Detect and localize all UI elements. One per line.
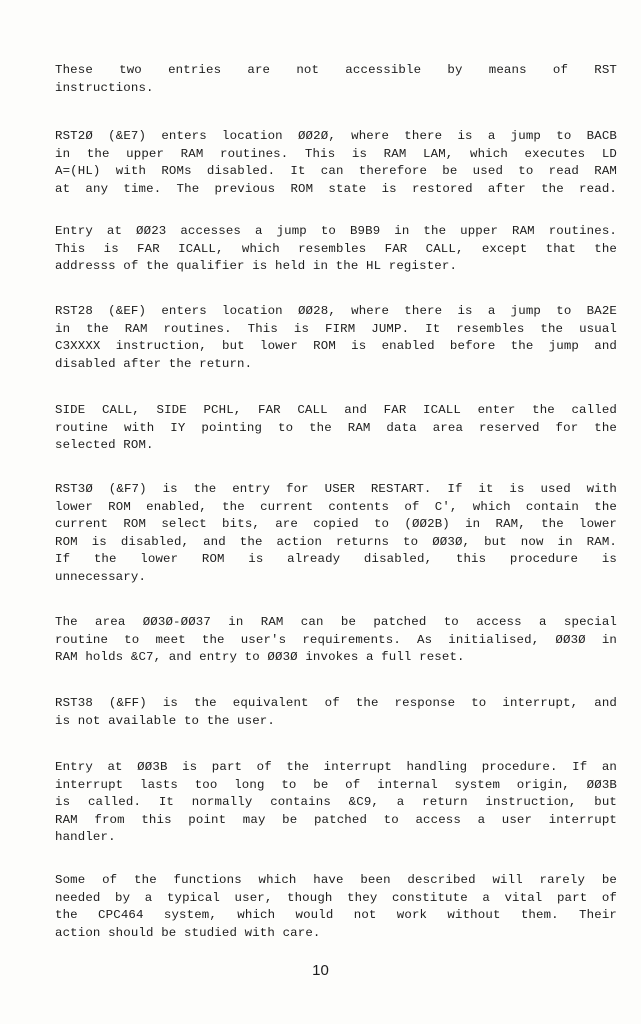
text-line: disabled after the return. [55,356,253,371]
text-line: routine to meet the user's requirements. As initialised, ØØ3Ø in [55,632,617,647]
text-line: at any time. The previous ROM state is restored after the read. [55,181,617,196]
text-line: RAM from this point may be patched to access a user interrupt [55,812,617,827]
text-line: If the lower ROM is already disabled, this procedure is [55,552,617,567]
paragraph-rst20 [55,128,617,198]
text-line: RST2Ø (&E7) enters location ØØ2Ø, where there is a jump to BACB [55,129,617,143]
text-line: Entry at ØØ3B is part of the interrupt handling procedure. If an [55,760,617,774]
text-line: selected ROM. [55,438,154,453]
text-line: ROM is disabled, and the action returns to ØØ3Ø, but now in RAM. [55,534,617,549]
text-line: action should be studied with care. [55,925,321,940]
text-line: RAM holds &C7, and entry to ØØ3Ø invokes a full reset. [55,650,465,665]
text-line: These two entries are not accessible by means of RST [55,63,617,77]
text-line: in the RAM routines. This is FIRM JUMP. It resembles the usual [55,321,617,336]
text-line: unnecessary. [55,569,147,584]
paragraph-rst30 [55,481,617,587]
text-line: is called. It normally contains &C9, a return instruction, but [55,795,617,810]
text-line: lower ROM enabled, the current contents of C', which contain the [55,499,617,514]
text-line: This is FAR ICALL, which resembles FAR CALL, except that the [55,241,617,256]
paragraph-rst28 [55,303,617,373]
text-line: the CPC464 system, which would not work without them. Their [55,908,617,923]
paragraph-rst38 [55,695,617,730]
text-line: is not available to the user. [55,713,275,728]
paragraph-area-0030 [55,614,617,667]
paragraph-entry-0023 [55,223,617,276]
text-line: The area ØØ3Ø-ØØ37 in RAM can be patched to access a special [55,615,617,629]
text-line: interrupt lasts too long to be of internal system origin, ØØ3B [55,777,617,792]
paragraph-entry-003b [55,759,617,847]
text-line: in the upper RAM routines. This is RAM LAM, which executes LD [55,146,617,161]
text-line: A=(HL) with ROMs disabled. It can therefore be used to read RAM [55,164,617,179]
text-line: addresss of the qualifier is held in the HL register. [55,259,458,274]
paragraph-rst-intro [55,62,617,97]
text-line: Entry at ØØ23 accesses a jump to B9B9 in the upper RAM routines. [55,224,617,238]
text-line: SIDE CALL, SIDE PCHL, FAR CALL and FAR ICALL enter the called [55,403,617,417]
text-line: needed by a typical user, though they constitute a vital part of [55,890,617,905]
paragraph-side-call [55,402,617,455]
text-line: Some of the functions which have been described will rarely be [55,873,617,887]
text-line: RST28 (&EF) enters location ØØ28, where there is a jump to BA2E [55,304,617,318]
paragraph-summary [55,872,617,942]
text-line: RST3Ø (&F7) is the entry for USER RESTART. If it is used with [55,482,617,496]
text-line: routine with IY pointing to the RAM data area reserved for the [55,420,617,435]
text-line: RST38 (&FF) is the equivalent of the response to interrupt, and [55,696,617,710]
text-line: handler. [55,830,116,845]
text-line: C3XXXX instruction, but lower ROM is enabled before the jump and [55,339,617,354]
text-line: instructions. [55,80,154,95]
page-number: 10 [312,962,329,979]
text-line: current ROM select bits, are copied to (ØØ2B) in RAM, the lower [55,517,617,532]
